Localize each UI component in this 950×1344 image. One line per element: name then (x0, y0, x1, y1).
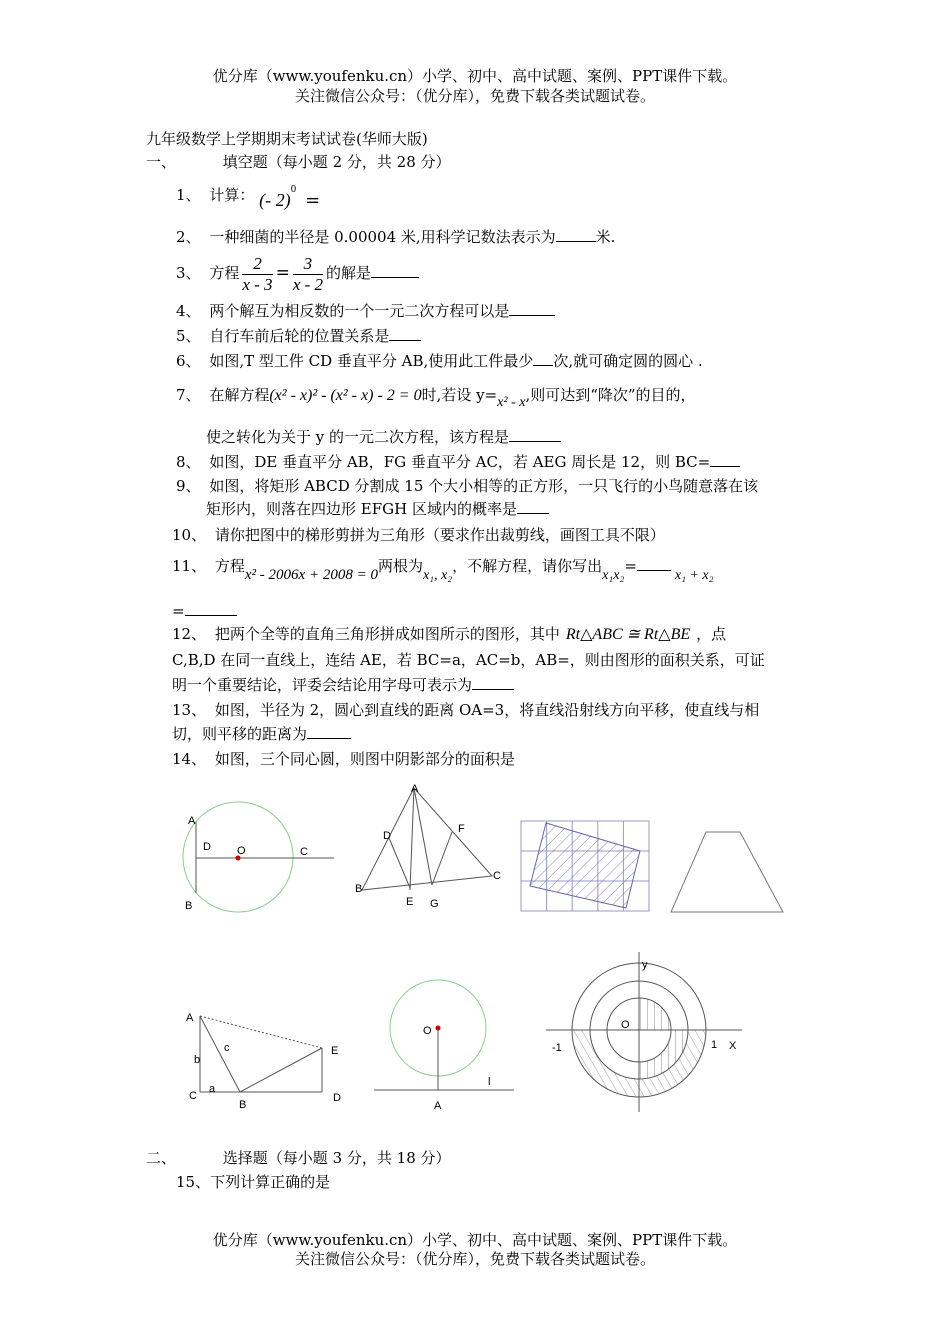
segment-ag (414, 788, 432, 885)
header-line-1: 优分库（www.youfenku.cn）小学、初中、高中试题、案例、PPT课件下载。 (212, 67, 738, 85)
question-11 (172, 553, 714, 581)
q14-text: 如图，三个同心圆，则图中阴影部分的面积是 (214, 750, 515, 768)
segment-be (240, 1048, 322, 1092)
q3-fraction-2 (293, 254, 323, 295)
question-12-line-3 (172, 675, 514, 695)
q1-expression: (- 2) (259, 190, 291, 210)
question-8 (176, 452, 740, 472)
label-a: A (186, 1012, 194, 1024)
label-c: C (189, 1090, 197, 1102)
q15-number: 15、 (176, 1173, 211, 1191)
question-1 (176, 182, 321, 211)
q13-number: 13、 (172, 701, 207, 719)
q8-answer-blank[interactable] (710, 452, 740, 467)
q11-product: x₁x₂ (602, 568, 625, 583)
q10-number: 10、 (172, 526, 207, 544)
q10-text: 请你把图中的梯形剪拼为三角形（要求作出裁剪线，画图工具不限） (214, 526, 665, 544)
q3-number: 3、 (176, 264, 201, 282)
label-d: D (333, 1092, 341, 1104)
question-15 (176, 1172, 330, 1192)
q4-text: 两个解互为相反数的一个一元二次方程可以是 (209, 302, 510, 320)
q7-substitution: x² - x (497, 395, 526, 410)
q5-answer-blank[interactable] (389, 326, 421, 341)
q3-fraction-1 (242, 254, 272, 295)
question-5 (176, 326, 421, 346)
footer-line-1: 优分库（www.youfenku.cn）小学、初中、高中试题、案例、PPT课件下载。 (212, 1231, 738, 1249)
label-x: X (729, 1040, 737, 1052)
q4-number: 4、 (176, 302, 201, 320)
q11-mid-2: ，不解方程，请你写出 (452, 557, 603, 575)
center-dot (436, 1026, 441, 1031)
figure-right-triangles (180, 1006, 350, 1114)
q12-line-3-text: 明一个重要结论，评委会结论用字母可表示为 (172, 676, 473, 694)
q9-text: 如图，将矩形 ABCD 分割成 15 个大小相等的正方形，一只飞行的小鸟随意落在该 (209, 477, 759, 495)
q7-text: 在解方程 (209, 386, 270, 404)
exam-title: 九年级数学上学期期末考试试卷(华师大版) (146, 130, 428, 148)
label-a: A (434, 1100, 442, 1112)
q11-sum: x₁ + x₂ (674, 568, 714, 583)
q13-text: 如图，半径为 2，圆心到直线的距离 OA=3，将直线沿射线方向平移，使直线与相 (214, 701, 760, 719)
segment-ae (200, 1016, 322, 1048)
question-3 (176, 251, 419, 295)
q15-text: 下列计算正确的是 (210, 1173, 331, 1191)
label-c: C (300, 846, 308, 858)
q12-tail: ，点 (696, 625, 727, 643)
question-7 (176, 381, 696, 411)
question-4 (176, 301, 555, 321)
q3-equals: = (275, 263, 290, 283)
segment-fg (432, 832, 452, 885)
question-11-line-2 (172, 601, 237, 621)
question-12-line-2: C,B,D 在同一直线上，连结 AE，若 BC=a，AC=b，AB=，则由图形的面积关系，可证 (172, 651, 765, 669)
label-b: B (239, 1099, 247, 1111)
q11-sum-blank[interactable] (185, 601, 237, 616)
label-c-lower: c (224, 1042, 230, 1054)
q6-number: 6、 (176, 352, 201, 370)
triangle-abc (362, 788, 492, 890)
label-f: F (458, 823, 465, 835)
q1-number: 1、 (176, 186, 201, 204)
q2-text: 一种细菌的半径是 0.00004 米,用科学记数法表示为 (209, 228, 556, 246)
q13-answer-blank[interactable] (307, 724, 351, 739)
q12-answer-blank[interactable] (472, 675, 514, 690)
label-a: A (188, 815, 196, 827)
label-d: D (203, 841, 211, 853)
q3-numerator-1: 2 (242, 254, 272, 275)
label-minus-one: -1 (552, 1042, 562, 1054)
q7-equation: (x² - x)² - (x² - x) - 2 = 0 (269, 387, 422, 404)
q11-line-2-text: = (172, 602, 185, 620)
q7-answer-blank[interactable] (509, 427, 561, 442)
label-g: G (430, 898, 439, 910)
q11-roots: x₁, x₂ (422, 568, 453, 583)
q11-text: 方程 (214, 557, 245, 575)
question-7-line-2 (206, 427, 561, 447)
q7-mid: 时,若设 y= (421, 386, 498, 404)
label-o: O (621, 1019, 630, 1031)
q3-denominator-2: x - 2 (292, 274, 324, 294)
figure-trapezoid (668, 828, 788, 918)
question-6 (176, 351, 703, 371)
section-2-number: 二、 (146, 1149, 177, 1167)
label-e: E (331, 1045, 339, 1057)
label-e: E (406, 896, 414, 908)
q9-number: 9、 (176, 477, 201, 495)
q11-number: 11、 (172, 557, 207, 575)
section-1-number: 一、 (146, 153, 177, 171)
q5-text: 自行车前后轮的位置关系是 (209, 327, 390, 345)
segment-ae (410, 788, 414, 890)
q11-mid: 两根为 (377, 557, 423, 575)
q6-tail: 次,就可确定圆的圆心 . (553, 352, 703, 370)
question-13-line-2 (172, 724, 351, 744)
footer-line-2: 关注微信公众号：（优分库），免费下载各类试题试卷。 (294, 1250, 655, 1268)
q2-answer-blank[interactable] (556, 227, 596, 242)
question-10 (172, 525, 665, 545)
label-y: y (642, 959, 648, 971)
segment-ab (200, 1016, 240, 1092)
label-d: D (383, 830, 391, 842)
question-9-line-2 (206, 499, 549, 519)
label-one: 1 (711, 1039, 718, 1051)
q2-tail: 米. (595, 228, 616, 246)
section-2-heading (146, 1148, 451, 1168)
figure-triangle (352, 780, 502, 910)
q11-equals: = (624, 557, 637, 575)
q3-text: 方程 (209, 264, 240, 282)
label-o: O (423, 1025, 432, 1037)
q2-number: 2、 (176, 228, 201, 246)
question-9 (176, 476, 758, 496)
q12-congruence: Rt△ABC ≅ Rt△BE (565, 626, 691, 643)
q11-product-blank[interactable] (637, 556, 671, 571)
q5-number: 5、 (176, 327, 201, 345)
label-b: B (185, 900, 193, 912)
q3-numerator-2: 3 (293, 254, 323, 275)
label-o: O (237, 845, 246, 857)
q7-number: 7、 (176, 386, 201, 404)
question-2 (176, 227, 615, 247)
q8-number: 8、 (176, 453, 201, 471)
label-a-lower: a (209, 1083, 216, 1095)
q13-line-2-text: 切，则平移的距离为 (172, 725, 308, 743)
q4-answer-blank[interactable] (509, 301, 555, 316)
q3-denominator-1: x - 3 (242, 274, 273, 294)
q6-text: 如图,T 型工件 CD 垂直平分 AB,使用此工件最少 (209, 352, 534, 370)
q1-text: 计算： (209, 186, 255, 204)
section-1-label: 填空题（每小题 2 分，共 28 分） (222, 153, 451, 171)
header-line-2: 关注微信公众号：（优分库），免费下载各类试题试卷。 (294, 87, 655, 105)
q12-text: 把两个全等的直角三角形拼成如图所示的图形，其中 (214, 625, 560, 643)
q7-line-2-text: 使之转化为关于 y 的一元二次方程，该方程是 (206, 428, 510, 446)
q1-exponent: 0 (290, 185, 297, 195)
segment-de (389, 838, 410, 888)
section-1-heading (146, 152, 451, 172)
q3-answer-blank[interactable] (371, 263, 419, 278)
q11-equation: x² - 2006x + 2008 = 0 (244, 567, 378, 583)
label-a: A (411, 783, 419, 795)
label-c: C (493, 870, 501, 882)
label-l: l (488, 1076, 491, 1088)
figure-tangent-circle (372, 978, 522, 1116)
question-14 (172, 749, 515, 769)
q9-line-2-text: 矩形内，则落在四边形 EFGH 区域内的概率是 (206, 500, 517, 518)
figure-grid-rectangle (518, 818, 653, 914)
trapezoid-outline (671, 832, 783, 912)
section-2-label: 选择题（每小题 3 分，共 18 分） (222, 1149, 451, 1167)
question-12 (172, 624, 726, 645)
q3-tail: 的解是 (326, 264, 372, 282)
q6-answer-blank[interactable] (533, 351, 553, 366)
question-13 (172, 700, 759, 720)
q8-text: 如图，DE 垂直平分 AB，FG 垂直平分 AC，若 AEG 周长是 12，则 BC= (209, 453, 711, 471)
q1-equals: = (305, 190, 321, 211)
q12-number: 12、 (172, 625, 207, 643)
figure-circle (180, 798, 340, 918)
q9-answer-blank[interactable] (517, 499, 549, 514)
q7-tail: ,则可达到“降次”的目的， (525, 386, 696, 404)
label-b-lower: b (194, 1054, 201, 1066)
label-b: B (355, 883, 363, 895)
figure-concentric-circles (542, 948, 752, 1116)
q14-number: 14、 (172, 750, 207, 768)
